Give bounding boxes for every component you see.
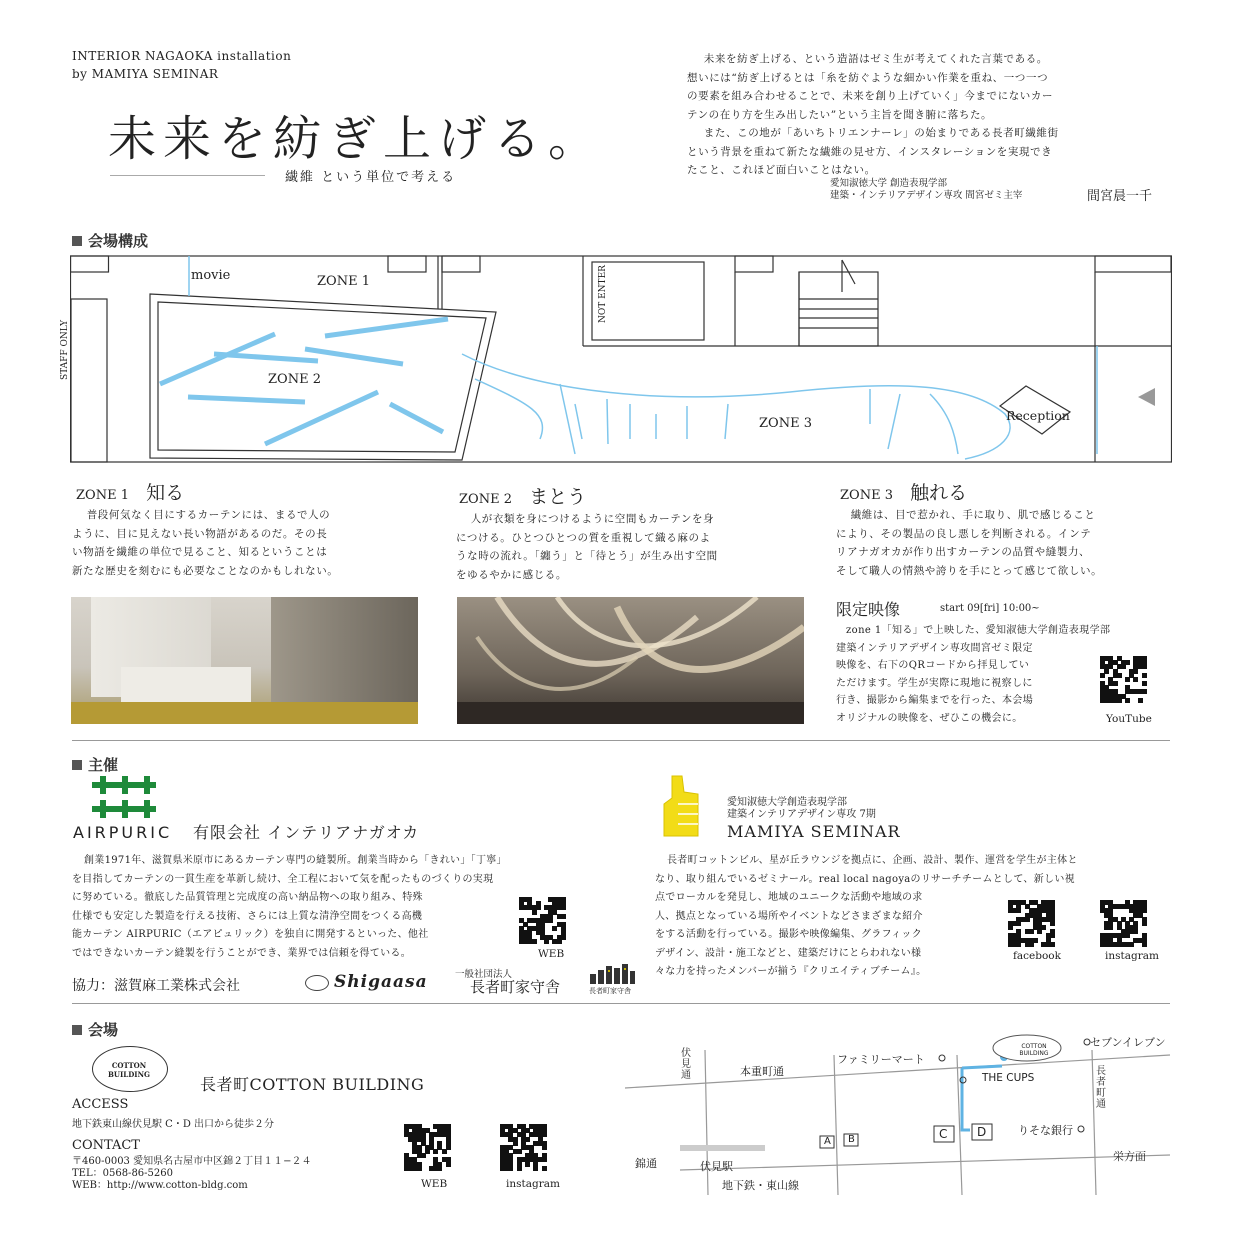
- movie-title: 限定映像: [836, 600, 901, 619]
- seminar-org-line: 愛知淑徳大学創造表現学部: [727, 797, 847, 808]
- qr-module: [1113, 681, 1118, 686]
- company-line: 創業1971年、滋賀県米原市にあるカーテン専門の縫製所。創業当時から「きれい」「丁寧」: [84, 855, 507, 866]
- qr-module: [1050, 942, 1055, 947]
- header-line1: INTERIOR NAGAOKA installation: [72, 49, 292, 63]
- header-line2: by MAMIYA SEMINAR: [72, 67, 219, 81]
- zone-title: まとう: [529, 486, 587, 508]
- qr-module: [1117, 698, 1122, 703]
- map-label-chojamachi: 長者町通: [1096, 1066, 1106, 1110]
- qr-module: [517, 1166, 522, 1171]
- qr-module: [557, 939, 562, 944]
- qr-module: [1125, 698, 1130, 703]
- intro-line: という背景を重ねて新たな繊維の見せ方、インスタレーションを実現でき: [687, 145, 1053, 158]
- title-rule: [110, 175, 265, 176]
- venue-instagram-qr-label: instagram: [506, 1178, 560, 1190]
- qr-module: [1142, 921, 1147, 926]
- company-line: ではできないカーテン縫製を行うことができ、業界では信頼を得ている。: [72, 947, 411, 959]
- zone-title: 触れる: [910, 482, 968, 504]
- qr-module: [421, 1153, 426, 1158]
- qr-module: [1133, 929, 1138, 934]
- qr-module: [1100, 673, 1105, 678]
- seminar-instagram-qr-code[interactable]: [1100, 900, 1146, 946]
- intro-line: たこと、これほど面白いことはない。: [687, 164, 876, 176]
- zone2-text: [456, 510, 806, 584]
- movie-line: 建築インテリアデザイン専攻間宮ゼミ限定: [836, 642, 1033, 654]
- qr-module: [1142, 664, 1147, 669]
- section-heading-organizer: [72, 754, 118, 775]
- photo-fabric: [457, 597, 804, 724]
- qr-module: [1029, 942, 1034, 947]
- movie-line: zone 1「知る」で上映した、愛知淑徳大学創造表現学部: [846, 625, 1111, 636]
- zone2-heading: [459, 482, 586, 509]
- movie-line: ただけます。学生が実際に現地に視察しに: [836, 677, 1033, 689]
- label-reception: Reception: [1006, 408, 1070, 423]
- seminar-line: デザイン、設計・施工などと、建築だけにとらわれない様: [655, 947, 922, 959]
- company-line: 仕様でも安定した製造を行える技術、さらには上質な清浄空間をつくる高機: [72, 910, 423, 922]
- map-label-familymart: ファミリーマート: [837, 1053, 925, 1066]
- intro-line: 未来を紡ぎ上げる、という造語はゼミ生が考えてくれた言葉である。: [703, 53, 1048, 65]
- qr-module: [1142, 689, 1147, 694]
- qr-module: [561, 914, 566, 919]
- map-exit-a: A: [824, 1136, 831, 1147]
- seminar-line: なり、取り組んでいるゼミナール。real local nagoyaのリサーチチームとして、新しい視: [655, 873, 1075, 885]
- contact-address: 〒460-0003 愛知県名古屋市中区錦２丁目１１−２４: [72, 1156, 312, 1167]
- zone-line: 繊維は、目で惹かれ、手に取り、肌で感じること: [850, 509, 1096, 521]
- zone-line: そして職人の情熱や誇りを手にとって感じて欲しい。: [836, 564, 1103, 577]
- qr-module: [544, 939, 549, 944]
- floor-plan: [70, 254, 1172, 464]
- map-cotton-logo-text: COTTON BUILDING: [1019, 1043, 1049, 1057]
- seminar-instagram-qr-label: instagram: [1105, 950, 1159, 962]
- qr-module: [446, 1162, 451, 1167]
- zone-title: 知る: [146, 482, 185, 504]
- company-line: を目指してカーテンの一貫生産を革新し続け、全工程において気を配ったものづくりの実現: [72, 873, 494, 885]
- qr-module: [1016, 908, 1021, 913]
- venue-name: 長者町COTTON BUILDING: [200, 1075, 425, 1094]
- heading-square-icon: [72, 236, 82, 246]
- zone-tag: ZONE 1: [76, 488, 129, 503]
- intro-text: [687, 50, 1177, 180]
- movie-line: オリジナルの映像を、ぜひこの機会に。: [836, 712, 1023, 724]
- qr-module: [433, 1149, 438, 1154]
- access-heading: ACCESS: [72, 1097, 129, 1112]
- zone-line: い物語を繊維の単位で見ること、知るということは: [72, 546, 328, 558]
- seminar-text: [655, 852, 1175, 982]
- venue-web-qr-code[interactable]: [404, 1124, 450, 1170]
- company-line: 能カーテン AIRPURIC（エアピュリック）を独自に開発するといった、他社: [72, 929, 429, 940]
- label-zone3: ZONE 3: [759, 416, 812, 431]
- seminar-line: 点でローカルを発見し、地域のユニークな活動や地域の求: [655, 892, 923, 903]
- label-not-enter: NOT ENTER: [598, 265, 608, 323]
- zone3-text: [836, 506, 1181, 580]
- zone1-heading: [76, 478, 184, 505]
- qr-module: [1142, 942, 1147, 947]
- youtube-qr-code[interactable]: [1100, 656, 1146, 702]
- qr-module: [1025, 917, 1030, 922]
- qr-module: [442, 1149, 447, 1154]
- thumbs-up-icon: [660, 774, 700, 838]
- seminar-line: 人、拠点となっている場所やイベントなどさまざまな紹介: [655, 910, 923, 922]
- access-text: 地下鉄東山線伏見駅 C・D 出口から徒歩２分: [72, 1119, 275, 1130]
- map-label-fushimi-dori: 伏見通: [681, 1048, 691, 1081]
- qr-module: [1016, 942, 1021, 947]
- map-route-2: [962, 1066, 1002, 1068]
- cotton-building-logo-text: COTTON BUILDING: [108, 1061, 150, 1079]
- map-exit-d: D: [977, 1125, 987, 1139]
- map-resona-pin: [1078, 1126, 1084, 1132]
- qr-module: [532, 910, 537, 915]
- airpuric-logo-text: AIRPURIC: [73, 823, 173, 842]
- zone-line: ように、目に見えない長い物語があるのだ。その長: [72, 527, 328, 540]
- company-web-qr-code[interactable]: [519, 897, 565, 943]
- qr-module: [1108, 925, 1113, 930]
- company-text: [72, 852, 592, 963]
- zone3-heading: [840, 478, 967, 505]
- qr-module: [1121, 664, 1126, 669]
- map-label-thecups: THE CUPS: [982, 1072, 1035, 1084]
- qr-module: [1125, 677, 1130, 682]
- zone-line: 新たな歴史を刻むにも必要なことなのかもしれない。: [72, 564, 339, 577]
- qr-module: [533, 1166, 538, 1171]
- heading-label: 会場: [88, 1021, 119, 1039]
- qr-module: [542, 1157, 547, 1162]
- qr-module: [1133, 677, 1138, 682]
- qr-module: [1138, 698, 1143, 703]
- label-staff-only: STAFF ONLY: [60, 319, 70, 380]
- seminar-line: 長者町コットンビル、星が丘ラウンジを拠点に、企画、設計、製作、運営を学生が主体と: [667, 855, 1078, 866]
- qr-module: [1117, 673, 1122, 678]
- qr-module: [1125, 933, 1130, 938]
- map-label-sakae: 栄方面: [1113, 1150, 1146, 1163]
- signature-name: 間宮晨一千: [1087, 189, 1153, 204]
- subtitle: 繊維 という単位で考える: [285, 170, 457, 185]
- map-road-nishiki: [680, 1155, 1170, 1170]
- map-label-nishiki: 錦通: [635, 1157, 657, 1170]
- signature-org-line: 建築・インテリアデザイン専攻 間宮ゼミ主宰: [830, 190, 1023, 201]
- qr-module: [542, 1166, 547, 1171]
- zone-tag: ZONE 3: [840, 488, 893, 503]
- qr-module: [508, 1166, 513, 1171]
- map-road-2: [834, 1055, 838, 1195]
- shigaasa-logo: Shigaasa: [334, 972, 428, 992]
- label-zone1: ZONE 1: [317, 274, 370, 289]
- intro-line: テンの在り方を生み出したい”という主旨を聞き腑に落ちた。: [687, 108, 993, 121]
- qr-module: [1037, 929, 1042, 934]
- zone2-photo: [457, 597, 804, 724]
- zone-line: 人が衣類を身につけるように空間もカーテンを身: [470, 513, 715, 525]
- qr-module: [417, 1166, 422, 1171]
- assoc-small: 一般社団法人: [455, 969, 513, 980]
- map-exit-b: B: [848, 1134, 855, 1145]
- qr-module: [532, 939, 537, 944]
- map-label-seven: セブンイレブン: [1090, 1036, 1166, 1049]
- contact-text: [72, 1156, 311, 1192]
- contact-web[interactable]: WEB：http://www.cotton-bldg.com: [72, 1180, 248, 1191]
- intro-line: また、この地が「あいちトリエンナーレ」の始まりである長者町繊維街: [703, 127, 1059, 139]
- label-movie: movie: [191, 268, 231, 283]
- map-exit-c: C: [939, 1127, 948, 1141]
- qr-module: [1142, 681, 1147, 686]
- plan-outline: [71, 256, 1172, 462]
- map-label-resona: りそな銀行: [1018, 1124, 1073, 1137]
- assoc-logo-text: 長者町家守舎: [589, 987, 631, 995]
- venue-web-qr-label: WEB: [421, 1178, 448, 1190]
- airpuric-logo-icon: [92, 776, 156, 820]
- zone-line: リアナガオカが作り出すカーテンの品質や縫製力、: [836, 546, 1091, 558]
- seminar-line: 々な力を持ったメンバーが揃う『クリエイティブチーム』。: [655, 966, 927, 977]
- movie-line: 映像を、右下のQRコードから拝見してい: [836, 660, 1030, 671]
- qr-module: [1050, 921, 1055, 926]
- page-title: 未来を紡ぎ上げる。: [108, 111, 604, 167]
- map-label-honjyu: 本重町通: [740, 1065, 784, 1078]
- qr-module: [1129, 942, 1134, 947]
- heading-square-icon: [72, 1025, 82, 1035]
- contact-heading: CONTACT: [72, 1138, 140, 1153]
- intro-line: 想いには“紡ぎ上げるとは「糸を紡ぐような細かい作業を重ね、一つ一つ: [687, 71, 1049, 84]
- assoc-name: 長者町家守舎: [470, 978, 561, 996]
- intro-line: の要素を組み合わせることで、未来を創り上げていく」今までにないカー: [687, 90, 1054, 102]
- label-zone2: ZONE 2: [268, 372, 321, 387]
- signature-org-line: 愛知淑徳大学 創造表現学部: [830, 178, 948, 189]
- coop-label: 協力：滋賀麻工業株式会社: [72, 978, 240, 994]
- divider: [72, 740, 1170, 741]
- zone-tag: ZONE 2: [459, 492, 512, 507]
- youtube-qr-label: YouTube: [1106, 713, 1152, 725]
- zone1-photo: [71, 597, 418, 724]
- shigaasa-mark-icon: [305, 975, 329, 991]
- heading-label: 主催: [88, 756, 119, 774]
- divider: [72, 1003, 1170, 1004]
- heading-square-icon: [72, 760, 82, 770]
- movie-start: start 09[fri] 10:00~: [940, 603, 1040, 614]
- map-label-fushimi-station: 伏見駅: [700, 1160, 733, 1173]
- qr-module: [561, 905, 566, 910]
- company-name: 有限会社 インテリアナガオカ: [193, 823, 420, 842]
- qr-module: [548, 918, 553, 923]
- heading-label: 会場構成: [88, 232, 149, 250]
- qr-module: [517, 1149, 522, 1154]
- zone1-text: [72, 506, 422, 580]
- movie-line: 行き、撮影から編集までを行った、本会場: [836, 695, 1034, 706]
- zone-line: 普段何気なく目にするカーテンには、まるで人の: [86, 509, 331, 521]
- facebook-qr-code[interactable]: [1008, 900, 1054, 946]
- zone-line: うな時の流れ。「纏う」と「待とう」が生み出す空間: [456, 550, 718, 562]
- assoc-logo-icon: [588, 962, 636, 984]
- zone-line: をゆるやかに感じる。: [456, 568, 567, 581]
- seminar-line: をする活動を行っている。撮影や映像編集、グラフィック: [655, 929, 922, 940]
- contact-tel: TEL：0568-86-5260: [72, 1168, 173, 1179]
- zone-line: につける。ひとつひとつの質を重視して織る麻のよ: [456, 531, 711, 544]
- qr-module: [1142, 673, 1147, 678]
- qr-module: [1016, 921, 1021, 926]
- signature-org: [830, 178, 1022, 202]
- qr-module: [542, 1145, 547, 1150]
- zone-line: により、その製品の良し悪しを判断される。インテ: [836, 527, 1092, 540]
- company-qr-label: WEB: [538, 948, 565, 960]
- company-line: に努めている。徹底した品質管理と完成度の高い納品物への取り組み、特殊: [72, 892, 423, 903]
- qr-module: [1008, 925, 1013, 930]
- section-heading-venue: [72, 1019, 118, 1040]
- photo-floor: [71, 702, 418, 724]
- seminar-name: MAMIYA SEMINAR: [727, 822, 901, 841]
- qr-module: [1029, 929, 1034, 934]
- qr-module: [437, 1166, 442, 1171]
- seminar-org: [727, 797, 876, 821]
- qr-module: [525, 1162, 530, 1167]
- section-heading-layout: [72, 230, 148, 251]
- qr-module: [552, 926, 557, 931]
- facebook-qr-label: facebook: [1013, 950, 1061, 962]
- map-familymart-pin: [939, 1055, 945, 1061]
- map-label-subway: 地下鉄・東山線: [722, 1179, 799, 1192]
- venue-instagram-qr-code[interactable]: [500, 1124, 546, 1170]
- seminar-org-line: 建築インテリアデザイン専攻 7期: [727, 809, 876, 820]
